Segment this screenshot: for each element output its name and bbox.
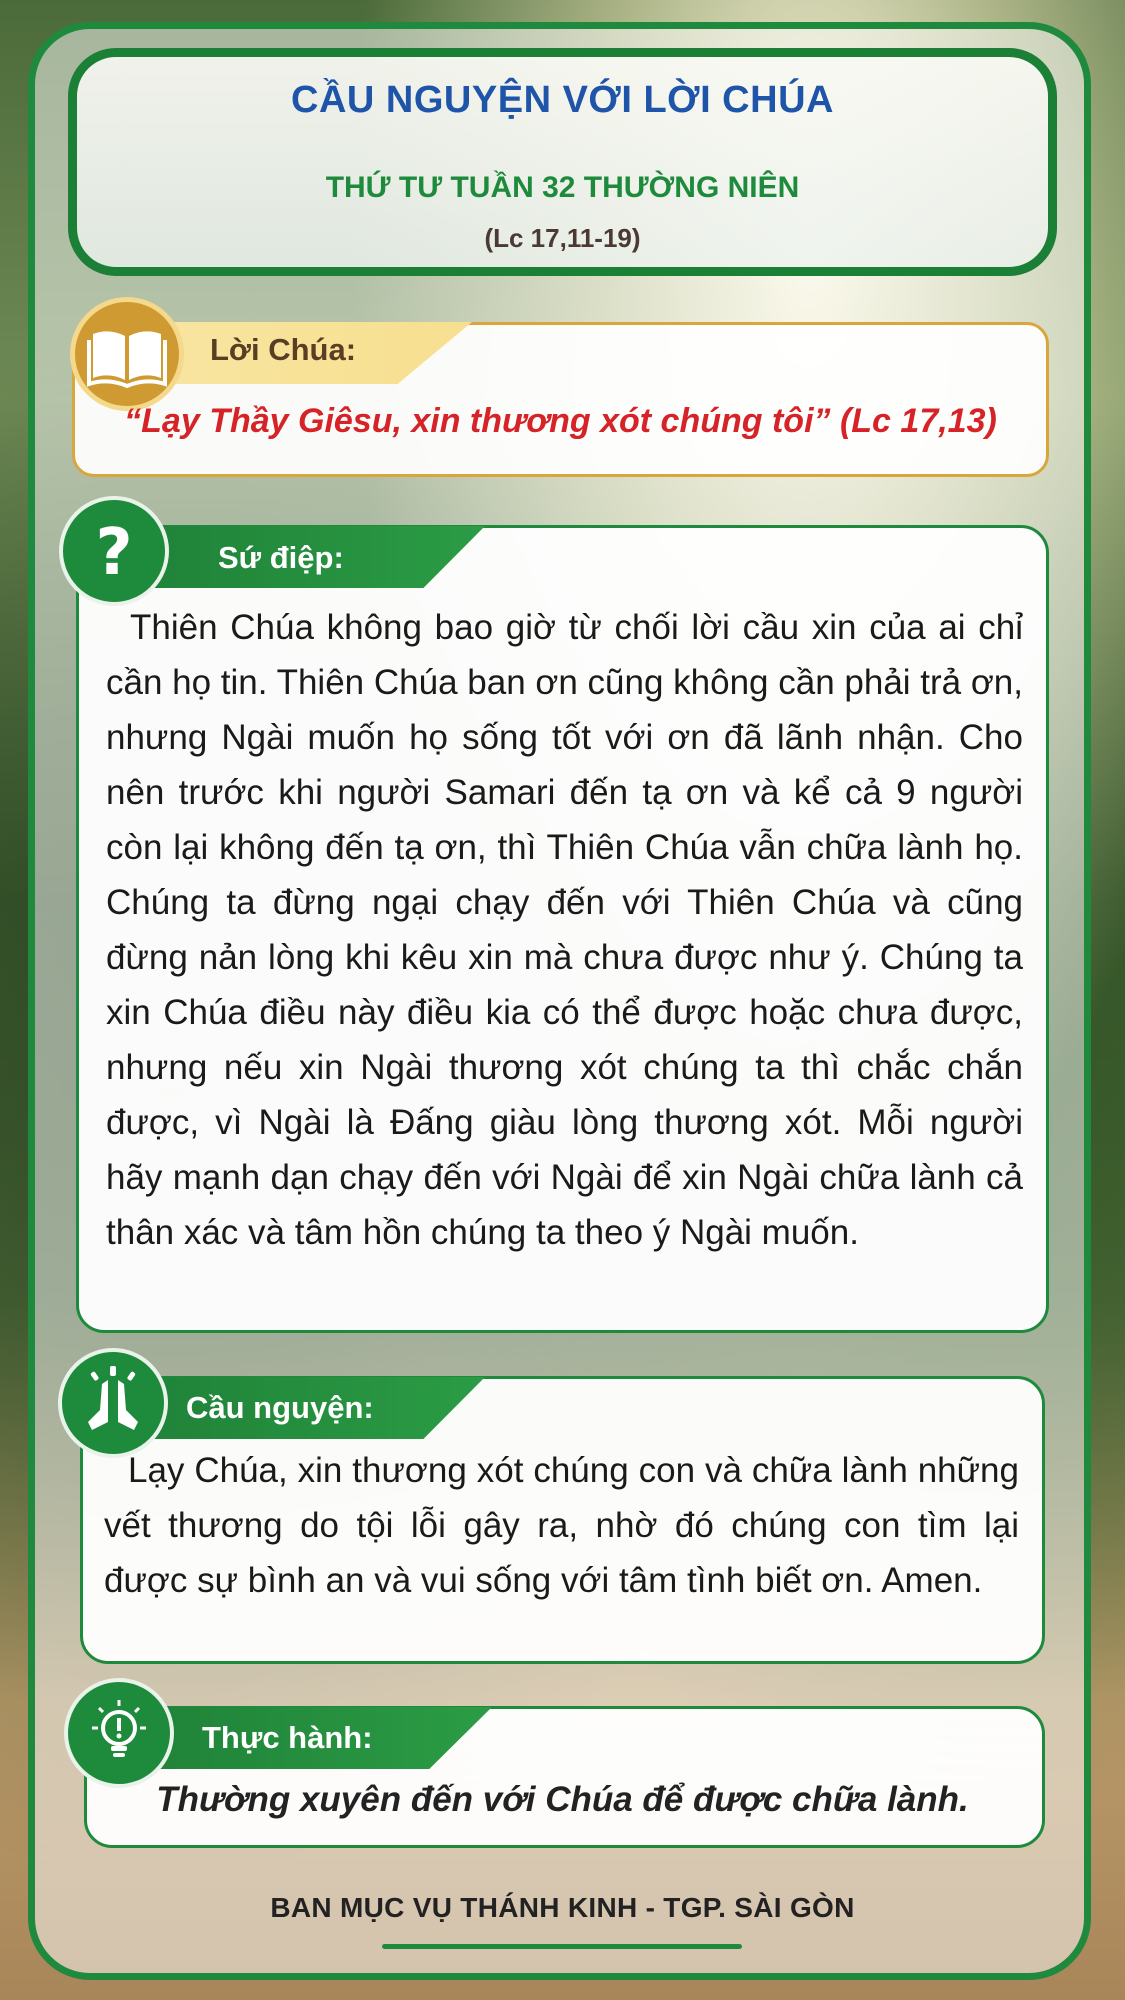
practice-label: Thực hành: bbox=[202, 1720, 373, 1755]
lightbulb-icon bbox=[64, 1678, 174, 1788]
praying-hands-icon bbox=[58, 1348, 168, 1458]
word-of-god-quote: “Lạy Thầy Giêsu, xin thương xót chúng tôi” (Lc 17,13) bbox=[124, 402, 997, 440]
page-title: CẦU NGUYỆN VỚI LỜI CHÚA bbox=[291, 79, 834, 121]
footer-text: BAN MỤC VỤ THÁNH KINH - TGP. SÀI GÒN bbox=[270, 1892, 855, 1923]
header-banner bbox=[68, 48, 1057, 276]
word-of-god-label: Lời Chúa: bbox=[210, 332, 357, 367]
svg-text:?: ? bbox=[95, 516, 133, 590]
footer-divider bbox=[382, 1944, 742, 1949]
page-subtitle: THỨ TƯ TUẦN 32 THƯỜNG NIÊN bbox=[325, 171, 800, 204]
message-text: Thiên Chúa không bao giờ từ chối lời cầu xin của ai chỉ cần họ tin. Thiên Chúa ban ơn cũng không cần phải trả ơn, nhưng Ngài muốn họ sống tốt với ơn đã lãnh nhận. Cho nên trước khi người Samari đến tạ ơn và kể cả 9 người còn lại không đến tạ ơn, thì Thiên Chúa vẫn chữa lành họ. Chúng ta đừng ngại chạy đến với Thiên Chúa và cũng đừng nản lòng khi kêu xin mà chưa được như ý. Chúng ta xin Chúa điều này điều kia có thể được hoặc chưa được, nhưng nếu xin Ngài thương xót chúng ta thì chắc chắn được, vì Ngài là Đấng giàu lòng thương xót. Mỗi người hãy mạnh dạn chạy đến với Ngài để xin Ngài chữa lành cả thân xác và tâm hồn chúng ta theo ý Ngài muốn. bbox=[106, 608, 1023, 1252]
prayer-label: Cầu nguyện: bbox=[186, 1390, 374, 1425]
prayer-text: Lạy Chúa, xin thương xót chúng con và chữa lành những vết thương do tội lỗi gây ra, nhờ đó chúng con tìm lại được sự bình an và vui sống với tâm tình biết ơn. Amen. bbox=[104, 1451, 1019, 1600]
book-icon bbox=[70, 297, 184, 411]
practice-text: Thường xuyên đến với Chúa để được chữa lành. bbox=[156, 1780, 969, 1819]
scripture-reference: (Lc 17,11-19) bbox=[484, 223, 641, 253]
question-icon bbox=[59, 496, 169, 606]
message-label: Sứ điệp: bbox=[218, 540, 344, 575]
